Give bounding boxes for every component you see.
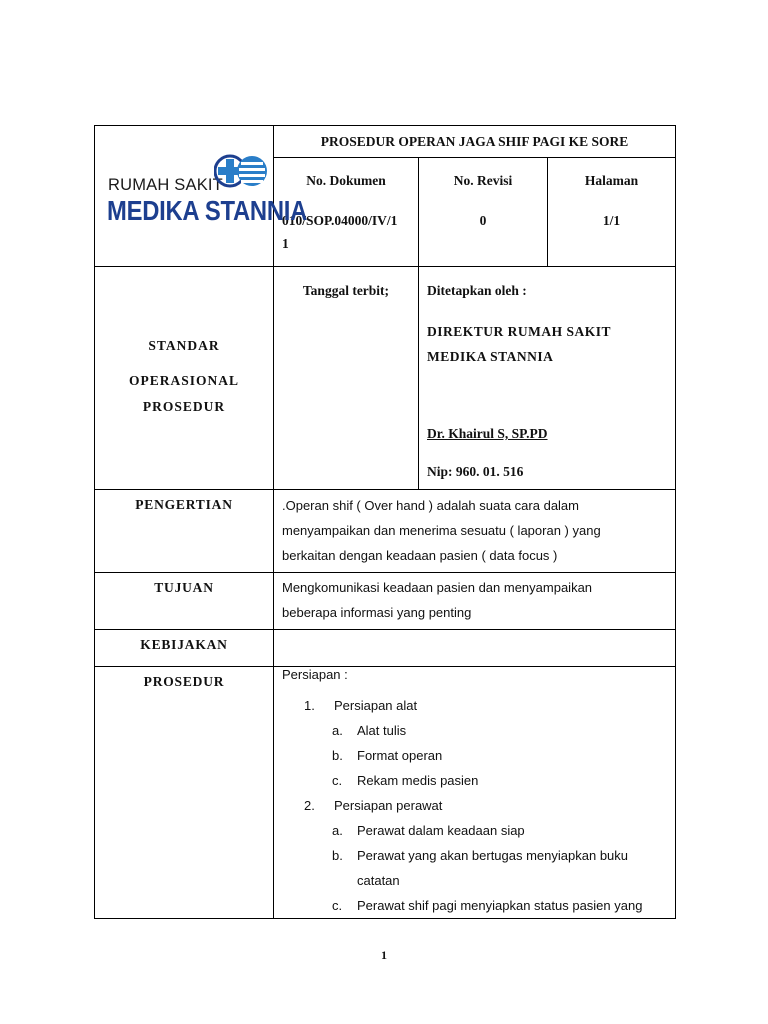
procedure-item-text: catatan (357, 873, 400, 888)
revision-label: No. Revisi (453, 173, 513, 188)
page-count-cell (548, 158, 676, 267)
page-count-label: Halaman (584, 173, 639, 188)
sop-label-standar: STANDAR (148, 338, 220, 353)
procedure-item-marker: 1. (304, 698, 315, 713)
procedure-item-text: Perawat yang akan bertugas menyiapkan buku (357, 848, 629, 863)
procedure-item (282, 693, 667, 718)
procedure-item (282, 718, 667, 743)
revision-value: 0 (479, 213, 487, 228)
doc-number-label: No. Dokumen (306, 173, 386, 188)
revision-cell (419, 158, 548, 267)
logo-line-rumah-sakit: RUMAH SAKIT (108, 176, 223, 194)
definition-label-cell (95, 490, 274, 573)
policy-label-cell (95, 630, 274, 667)
procedure-item (282, 793, 667, 818)
signer-nip: Nip: 960. 01. 516 (427, 464, 524, 479)
procedure-label-cell (95, 667, 274, 919)
procedure-item (282, 868, 667, 893)
procedure-item-marker: b. (332, 848, 343, 863)
procedure-item-marker: 2. (304, 798, 315, 813)
procedure-item-marker: b. (332, 748, 343, 763)
sop-label-cell (95, 267, 274, 490)
definition-line: menyampaikan dan menerima sesuatu ( laporan ) yang (282, 523, 601, 538)
procedure-intro: Persiapan : (282, 667, 348, 682)
policy-text-cell (274, 630, 676, 667)
purpose-label: TUJUAN (154, 580, 214, 595)
sop-label-prosedur: PROSEDUR (142, 399, 226, 414)
procedure-item-text: Perawat dalam keadaan siap (357, 823, 525, 838)
procedure-item-marker: c. (332, 773, 343, 788)
procedure-item-text: Perawat shif pagi menyiapkan status pasien yang (357, 898, 643, 913)
approved-by-label: Ditetapkan oleh : (427, 283, 527, 298)
procedure-item-text: Persiapan perawat (334, 798, 443, 813)
medical-cross-icon (214, 151, 268, 191)
procedure-text-cell (274, 667, 676, 919)
procedure-item (282, 893, 667, 918)
doc-number-value-1: 010/SOP.04000/IV/1 (282, 213, 398, 228)
procedure-item-text: Rekam medis pasien (357, 773, 479, 788)
procedure-item-marker: a. (332, 823, 343, 838)
approval-cell (419, 267, 676, 490)
purpose-line: beberapa informasi yang penting (282, 605, 472, 620)
procedure-item-text: Format operan (357, 748, 443, 763)
procedure-item (282, 768, 667, 793)
doc-number-value-2: 1 (282, 236, 289, 251)
issue-date-cell (274, 267, 419, 490)
page-count-value: 1/1 (602, 213, 621, 228)
procedure-item (282, 843, 667, 868)
issue-date-label: Tanggal terbit; (302, 283, 390, 298)
procedure-item-marker: c. (332, 898, 343, 913)
procedure-item-marker: a. (332, 723, 343, 738)
signer-name-text: Dr. Khairul S, SP.PD (427, 426, 548, 441)
definition-text-cell (274, 490, 676, 573)
procedure-item (282, 743, 667, 768)
director-title-line-2: MEDIKA STANNIA (427, 349, 554, 364)
signer-name (427, 421, 667, 446)
definition-label: PENGERTIAN (135, 497, 233, 512)
procedure-item-text: Persiapan alat (334, 698, 418, 713)
purpose-line: Mengkomunikasi keadaan pasien dan menyampaikan (282, 580, 593, 595)
purpose-text-cell (274, 573, 676, 630)
document-title: PROSEDUR OPERAN JAGA SHIF PAGI KE SORE (274, 126, 676, 158)
sop-label-operasional: OPERASIONAL (128, 373, 239, 388)
hospital-logo (107, 151, 308, 233)
policy-label: KEBIJAKAN (140, 637, 228, 652)
sop-table (94, 125, 676, 919)
definition-line: .Operan shif ( Over hand ) adalah suata cara dalam (282, 498, 579, 513)
definition-line: berkaitan dengan keadaan pasien ( data focus ) (282, 548, 558, 563)
procedure-label: PROSEDUR (143, 674, 225, 689)
procedure-item-text: Alat tulis (357, 723, 407, 738)
purpose-label-cell (95, 573, 274, 630)
procedure-list (282, 693, 667, 918)
procedure-item (282, 818, 667, 843)
logo-cell (95, 126, 308, 267)
logo-line-medika-stannia: MEDIKA STANNIA (107, 195, 308, 226)
director-title-line-1: DIREKTUR RUMAH SAKIT (427, 324, 612, 339)
page-number: 1 (381, 948, 387, 962)
